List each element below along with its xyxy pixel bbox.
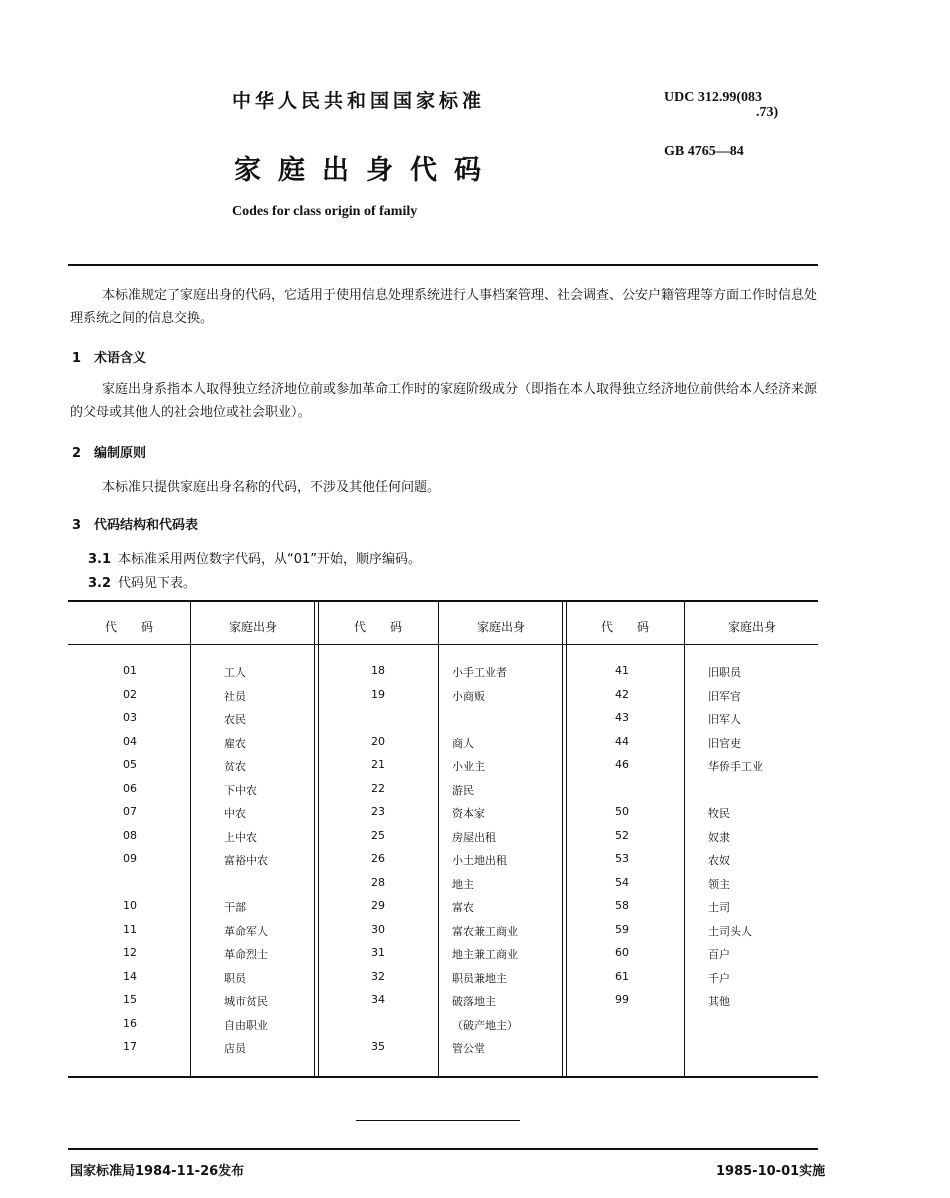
- family-origin-cell: 店员: [224, 1042, 246, 1055]
- gb-code: GB 4765—84: [664, 144, 744, 159]
- family-origin-cell: 小手工业者: [452, 666, 507, 679]
- code-cell: 28: [371, 875, 385, 889]
- family-origin-cell: 革命军人: [224, 924, 268, 938]
- section-1-text: 家庭出身系指本人取得独立经济地位前或参加革命工作时的家庭阶级成分（即指在本人取得独立经济地位前供给本人经济来源的父母或其他人的社会地位或社会职业）。: [70, 382, 818, 420]
- section-title: 编制原则: [94, 446, 147, 461]
- family-origin-cell: 地主兼工商业: [452, 948, 518, 961]
- column-header-origin: 家庭出身: [476, 620, 525, 634]
- code-cell: 44: [615, 734, 629, 748]
- top-divider: [68, 264, 818, 266]
- udc-code: UDC 312.99(083: [664, 90, 762, 105]
- family-origin-cell: 管公堂: [452, 1042, 485, 1055]
- family-origin-cell: 革命烈士: [224, 948, 268, 961]
- issued-date: 国家标准局1984-11-26发布: [70, 1164, 245, 1179]
- table-bottom-rule: [68, 1076, 818, 1078]
- section-number: 1: [72, 351, 82, 366]
- column-header-code: 代 码: [104, 620, 153, 634]
- udc-code-continued: .73): [756, 105, 779, 120]
- code-cell: 05: [123, 758, 137, 771]
- family-origin-cell: 领主: [708, 877, 730, 891]
- table-column-divider: [438, 600, 439, 1078]
- family-origin-cell: 上中农: [224, 830, 257, 844]
- column-header-origin: 家庭出身: [228, 620, 277, 634]
- family-origin-cell: （破产地主）: [452, 1018, 518, 1032]
- family-origin-cell: 房屋出租: [452, 830, 496, 844]
- code-cell: 35: [371, 1040, 385, 1053]
- code-cell: 50: [615, 805, 629, 818]
- table-header-rule: [68, 644, 818, 645]
- intro-paragraph: 本标准规定了家庭出身的代码，它适用于使用信息处理系统进行人事档案管理、社会调查、公安户籍管理等方面工作时信息处理系统之间的信息交换。: [70, 288, 818, 326]
- code-cell: 16: [123, 1016, 137, 1030]
- table-column-divider: [684, 600, 685, 1078]
- table-top-rule: [68, 600, 818, 602]
- code-cell: 43: [615, 711, 629, 724]
- section-number: 3: [72, 518, 82, 533]
- family-origin-cell: 贫农: [224, 760, 246, 773]
- subsection-number: 3.1: [88, 552, 112, 567]
- family-origin-cell: 干部: [224, 901, 246, 914]
- family-origin-cell: 雇农: [224, 736, 246, 750]
- family-origin-cell: 旧官吏: [708, 736, 741, 750]
- section-2-text: 本标准只提供家庭出身名称的代码，不涉及其他任何问题。: [102, 480, 441, 495]
- table-group-divider: [314, 600, 319, 1078]
- subsection-3-2: [88, 572, 196, 591]
- section-number: 2: [72, 446, 82, 461]
- code-cell: 18: [371, 664, 385, 677]
- code-cell: 11: [123, 922, 137, 936]
- family-origin-cell: 富农: [452, 901, 474, 914]
- footer-divider: [68, 1148, 818, 1150]
- subsection-number: 3.2: [88, 576, 112, 591]
- code-cell: 59: [615, 922, 629, 936]
- code-cell: 54: [615, 875, 629, 889]
- code-cell: 09: [123, 852, 137, 865]
- code-cell: 02: [123, 687, 137, 701]
- column-header-origin: 家庭出身: [727, 620, 776, 634]
- national-standard-title: 中华人民共和国国家标准: [232, 90, 486, 112]
- family-origin-cell: 职员兼地主: [452, 971, 507, 985]
- family-origin-cell: 农奴: [708, 854, 730, 867]
- code-cell: 10: [123, 899, 137, 912]
- implementation-date: 1985-10-01实施: [716, 1164, 826, 1179]
- family-origin-cell: 城市贫民: [224, 995, 268, 1008]
- code-cell: 23: [371, 805, 385, 818]
- family-origin-cell: 牧民: [708, 807, 730, 820]
- code-cell: 25: [371, 828, 385, 842]
- family-origin-cell: 小业主: [452, 760, 485, 773]
- section-title: 代码结构和代码表: [94, 518, 199, 533]
- section-2-heading: [72, 442, 146, 461]
- family-origin-cell: 千户: [708, 971, 730, 985]
- code-cell: 07: [123, 805, 137, 818]
- family-origin-cell: 土司: [708, 901, 730, 914]
- family-origin-cell: 中农: [224, 807, 246, 820]
- code-cell: 58: [615, 899, 629, 912]
- code-cell: 29: [371, 899, 385, 912]
- family-origin-cell: 旧军官: [708, 689, 741, 703]
- family-origin-cell: 地主: [452, 877, 474, 891]
- code-cell: 12: [123, 946, 137, 959]
- family-origin-cell: 下中农: [224, 783, 257, 797]
- code-table: [68, 600, 818, 1078]
- column-header-code: 代 码: [600, 620, 649, 634]
- code-cell: 15: [123, 993, 137, 1006]
- code-cell: 42: [615, 687, 629, 701]
- section-1-heading: [72, 347, 146, 366]
- family-origin-cell: 商人: [452, 736, 474, 750]
- family-origin-cell: 富裕中农: [224, 854, 268, 867]
- family-origin-cell: 农民: [224, 713, 246, 726]
- code-cell: 03: [123, 711, 137, 724]
- code-cell: 53: [615, 852, 629, 865]
- code-cell: 34: [371, 993, 385, 1006]
- section-title: 术语含义: [94, 351, 147, 366]
- family-origin-cell: 工人: [224, 666, 246, 679]
- family-origin-cell: 土司头人: [708, 924, 752, 938]
- family-origin-cell: 小商贩: [452, 689, 485, 703]
- family-origin-cell: 职员: [224, 971, 246, 985]
- code-cell: 52: [615, 828, 629, 842]
- family-origin-cell: 破落地主: [452, 995, 496, 1008]
- end-rule: [356, 1120, 520, 1121]
- subsection-text: 本标准采用两位数字代码，从“01”开始，顺序编码。: [118, 552, 422, 567]
- code-cell: 31: [371, 946, 385, 959]
- code-cell: 06: [123, 781, 137, 795]
- subsection-text: 代码见下表。: [118, 576, 197, 591]
- table-column-divider: [190, 600, 191, 1078]
- table-group-divider: [562, 600, 567, 1078]
- column-header-code: 代 码: [353, 620, 402, 634]
- code-cell: 20: [371, 734, 385, 748]
- code-cell: 99: [615, 993, 629, 1006]
- section-3-heading: [72, 514, 198, 533]
- family-origin-cell: 小土地出租: [452, 854, 507, 867]
- family-origin-cell: 百户: [708, 948, 730, 961]
- code-cell: 32: [371, 969, 385, 983]
- code-cell: 08: [123, 828, 137, 842]
- code-cell: 04: [123, 734, 137, 748]
- code-cell: 46: [615, 758, 629, 771]
- code-cell: 22: [371, 781, 385, 795]
- subsection-3-1: [88, 548, 421, 567]
- family-origin-cell: 资本家: [452, 807, 485, 820]
- family-origin-cell: 游民: [452, 783, 474, 797]
- code-cell: 01: [123, 664, 137, 677]
- code-cell: 14: [123, 969, 137, 983]
- family-origin-cell: 自由职业: [224, 1018, 268, 1032]
- family-origin-cell: 富农兼工商业: [452, 924, 518, 938]
- family-origin-cell: 华侨手工业: [708, 760, 763, 773]
- family-origin-cell: 旧军人: [708, 713, 741, 726]
- document-title-english: Codes for class origin of family: [232, 204, 418, 219]
- code-cell: 17: [123, 1040, 137, 1053]
- document-title: 家庭出身代码: [234, 155, 498, 186]
- family-origin-cell: 社员: [224, 689, 246, 703]
- code-cell: 21: [371, 758, 385, 771]
- code-cell: 30: [371, 922, 385, 936]
- family-origin-cell: 其他: [708, 995, 730, 1008]
- code-cell: 19: [371, 687, 385, 701]
- family-origin-cell: 旧职员: [708, 666, 741, 679]
- code-cell: 60: [615, 946, 629, 959]
- code-cell: 26: [371, 852, 385, 865]
- code-cell: 41: [615, 664, 629, 677]
- family-origin-cell: 奴隶: [708, 830, 730, 844]
- code-cell: 61: [615, 969, 629, 983]
